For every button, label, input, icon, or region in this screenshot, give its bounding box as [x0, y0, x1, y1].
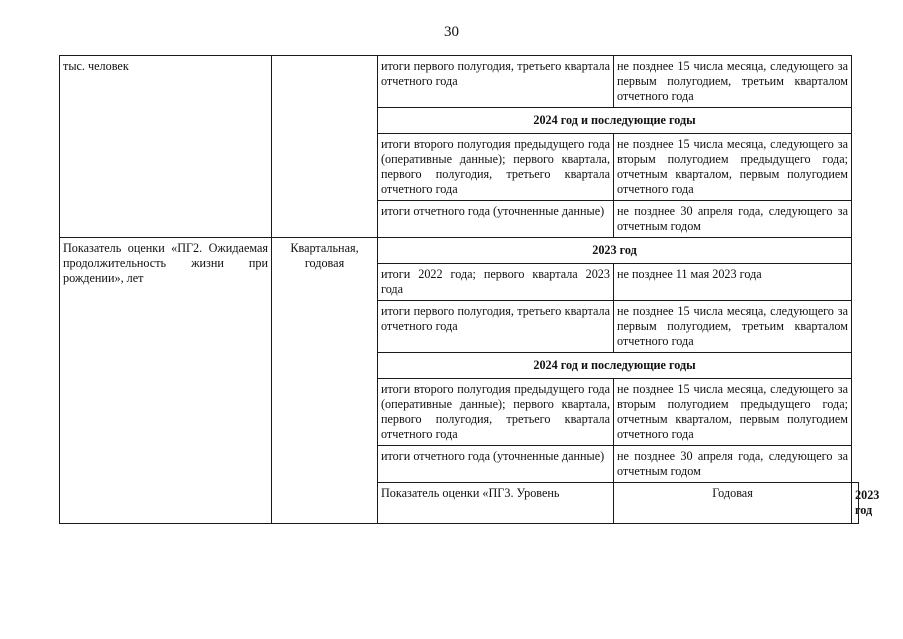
data-period-cell: итоги второго полугодия предыдущего года (оперативные данные); первого квартала, первого полугодия, третьего квартала отчетного года [378, 379, 614, 446]
table-row [60, 56, 859, 108]
year-header: 2024 год и последующие годы [378, 108, 852, 134]
data-period-cell: итоги отчетного года (уточненные данные) [378, 201, 614, 238]
deadline-cell: не позднее 15 числа месяца, следующего за вторым полугодием предыдущего года; отчетным кварталом, первым полугодием отчетного года [614, 379, 852, 446]
year-header: 2023 год [378, 238, 852, 264]
indicator-name-cell: тыс. человек [60, 56, 272, 238]
year-header: 2024 год и последующие годы [378, 353, 852, 379]
deadline-cell: не позднее 30 апреля года, следующего за отчетным годом [614, 201, 852, 238]
deadline-cell: не позднее 11 мая 2023 года [614, 264, 852, 301]
data-period-cell: итоги 2022 года; первого квартала 2023 года [378, 264, 614, 301]
deadline-cell: не позднее 15 числа месяца, следующего за первым полугодием, третьим кварталом отчетного года [614, 56, 852, 108]
data-period-cell: итоги второго полугодия предыдущего года (оперативные данные); первого квартала, первого полугодия, третьего квартала отчетного года [378, 134, 614, 201]
indicator-name-cell: Показатель оценки «ПГ2. Ожидаемая продолжительность жизни при рождении», лет [60, 238, 272, 524]
deadline-cell: не позднее 30 апреля года, следующего за отчетным годом [614, 446, 852, 483]
deadline-cell: не позднее 15 числа месяца, следующего за вторым полугодием предыдущего года; отчетным кварталом, первым полугодием отчетного года [614, 134, 852, 201]
periodicity-cell: Годовая [614, 483, 852, 524]
data-period-cell: итоги первого полугодия, третьего квартала отчетного года [378, 56, 614, 108]
indicator-name-cell: Показатель оценки «ПГ3. Уровень [378, 483, 614, 524]
year-header: 2023 год [852, 483, 859, 524]
reporting-schedule-table [59, 55, 880, 524]
periodicity-cell [272, 56, 378, 238]
table-row [60, 238, 859, 264]
deadline-cell: не позднее 15 числа месяца, следующего за первым полугодием, третьим кварталом отчетного года [614, 301, 852, 353]
page-number: 30 [444, 24, 459, 40]
data-period-cell: итоги первого полугодия, третьего квартала отчетного года [378, 301, 614, 353]
data-period-cell: итоги отчетного года (уточненные данные) [378, 446, 614, 483]
periodicity-cell: Квартальная, годовая [272, 238, 378, 524]
